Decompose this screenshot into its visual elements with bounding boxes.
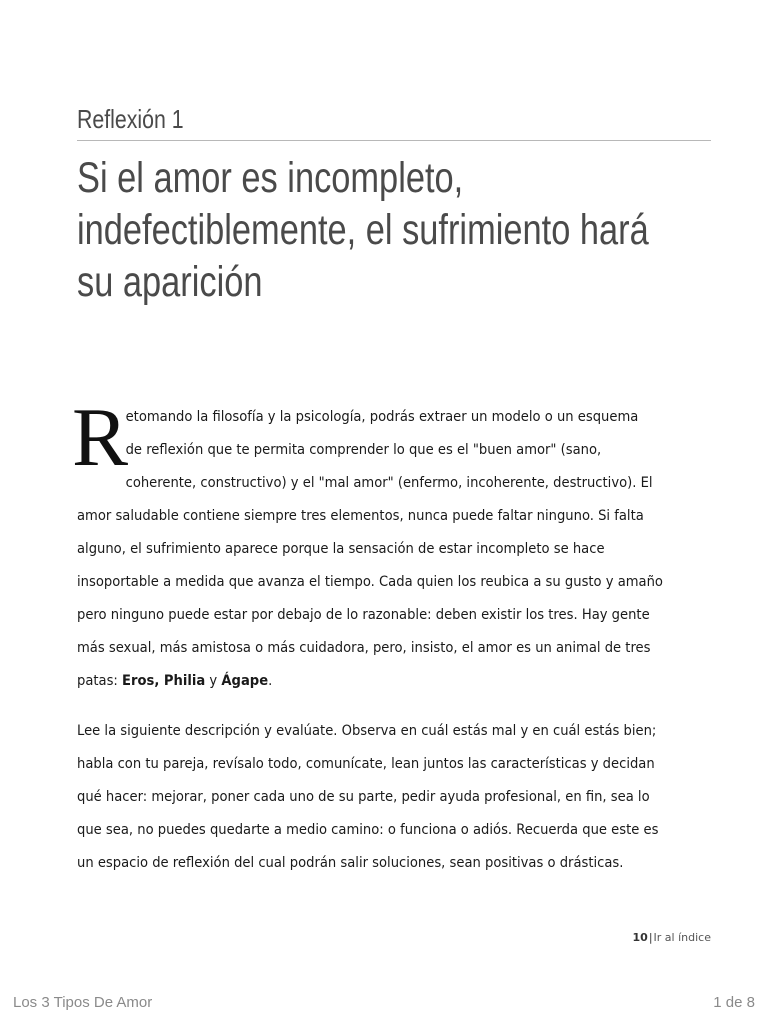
index-link[interactable]: Ir al índice — [653, 931, 711, 944]
text-fragment: , — [154, 672, 164, 689]
text-line: insoportable a medida que avanza el tiempo. Cada quien los reubica a su gusto y amaño — [77, 573, 663, 590]
text-fragment: y — [205, 672, 222, 689]
text-line: un espacio de reflexión del cual podrán salir soluciones, sean positivas o drásticas. — [77, 854, 624, 871]
text-line: de reflexión que te permita comprender lo que es el "buen amor" (sano, — [125, 441, 602, 458]
paragraph-instructions — [77, 714, 711, 879]
divider-rule — [77, 140, 711, 141]
text-line: habla con tu pareja, revísalo todo, comunícate, lean juntos las características y decidan — [77, 755, 655, 772]
page-footer — [633, 931, 711, 944]
viewer-status-bar — [0, 984, 768, 1024]
drop-cap: R — [72, 391, 129, 484]
page-title — [77, 152, 701, 308]
term-agape: Ágape — [221, 672, 269, 689]
text-fragment: patas: — [77, 672, 123, 689]
text-line: etomando la filosofía y la psicología, podrás extraer un modelo o un esquema — [125, 408, 639, 425]
title-line: su aparición — [77, 258, 263, 306]
text-line-last — [77, 664, 648, 697]
page-number: 10 — [632, 931, 648, 944]
term-philia: Philia — [163, 672, 206, 689]
text-line: que sea, no puedes quedarte a medio camino: o funciona o adiós. Recuerda que este es — [77, 821, 659, 838]
title-line: indefectiblemente, el sufrimiento hará — [77, 206, 649, 254]
text-line: coherente, constructivo) y el "mal amor" (enfermo, incoherente, destructivo). El — [125, 474, 653, 491]
section-label: Reflexión 1 — [77, 104, 184, 134]
page-indicator: 1 de 8 — [713, 994, 755, 1011]
text-line: alguno, el sufrimiento aparece porque la sensación de estar incompleto se hace — [77, 540, 605, 557]
term-eros: Eros — [122, 672, 155, 689]
document-name: Los 3 Tipos De Amor — [13, 994, 153, 1011]
text-line: Lee la siguiente descripción y evalúate. Observa en cuál estás mal y en cuál estás bien; — [77, 722, 657, 739]
text-line: pero ninguno puede estar por debajo de lo razonable: deben existir los tres. Hay gente — [77, 606, 650, 623]
footer-separator: | — [648, 931, 653, 944]
title-line: Si el amor es incompleto, — [77, 154, 464, 202]
text-fragment: . — [268, 672, 273, 689]
text-line: más sexual, más amistosa o más cuidadora, pero, insisto, el amor es un animal de tres — [77, 639, 651, 656]
text-line: qué hacer: mejorar, poner cada uno de su parte, pedir ayuda profesional, en fin, sea lo — [77, 788, 650, 805]
text-line: amor saludable contiene siempre tres elementos, nunca puede faltar ninguno. Si falta — [77, 507, 644, 524]
paragraph-intro — [77, 400, 711, 697]
